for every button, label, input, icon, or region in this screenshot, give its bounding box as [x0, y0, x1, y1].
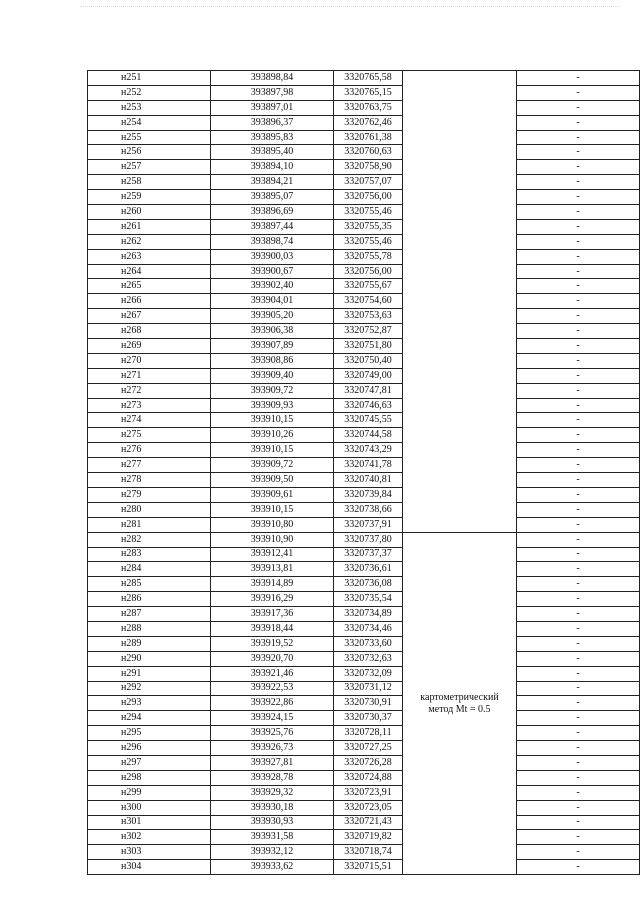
point-label-cell: н285	[88, 577, 211, 592]
y-coordinate-cell: 3320735,54	[334, 592, 403, 607]
dash-cell: -	[517, 577, 640, 592]
dash-cell: -	[517, 234, 640, 249]
y-coordinate-cell: 3320718,74	[334, 845, 403, 860]
x-coordinate-cell: 393931,58	[210, 830, 334, 845]
dash-cell: -	[517, 428, 640, 443]
y-coordinate-cell: 3320763,75	[334, 100, 403, 115]
table-row	[88, 428, 640, 443]
x-coordinate-cell: 393930,93	[210, 815, 334, 830]
x-coordinate-cell: 393929,32	[210, 785, 334, 800]
x-coordinate-cell: 393920,70	[210, 651, 334, 666]
dash-cell: -	[517, 815, 640, 830]
dash-cell: -	[517, 487, 640, 502]
point-label-cell: н280	[88, 502, 211, 517]
table-row	[88, 205, 640, 220]
table-row	[88, 755, 640, 770]
table-row	[88, 383, 640, 398]
dash-cell: -	[517, 800, 640, 815]
dash-cell: -	[517, 413, 640, 428]
dash-cell: -	[517, 845, 640, 860]
dash-cell: -	[517, 205, 640, 220]
dash-cell: -	[517, 115, 640, 130]
table-row	[88, 368, 640, 383]
x-coordinate-cell: 393895,07	[210, 190, 334, 205]
x-coordinate-cell: 393926,73	[210, 741, 334, 756]
dash-cell: -	[517, 160, 640, 175]
y-coordinate-cell: 3320732,63	[334, 651, 403, 666]
x-coordinate-cell: 393898,74	[210, 234, 334, 249]
x-coordinate-cell: 393897,01	[210, 100, 334, 115]
x-coordinate-cell: 393909,50	[210, 473, 334, 488]
table-row	[88, 607, 640, 622]
x-coordinate-cell: 393909,61	[210, 487, 334, 502]
y-coordinate-cell: 3320728,11	[334, 726, 403, 741]
y-coordinate-cell: 3320734,89	[334, 607, 403, 622]
y-coordinate-cell: 3320731,12	[334, 681, 403, 696]
y-coordinate-cell: 3320740,81	[334, 473, 403, 488]
y-coordinate-cell: 3320755,35	[334, 219, 403, 234]
method-cell-empty	[402, 71, 516, 533]
table-row	[88, 279, 640, 294]
table-row	[88, 294, 640, 309]
x-coordinate-cell: 393894,10	[210, 160, 334, 175]
y-coordinate-cell: 3320756,00	[334, 190, 403, 205]
table-row	[88, 636, 640, 651]
table-row	[88, 234, 640, 249]
x-coordinate-cell: 393897,98	[210, 85, 334, 100]
y-coordinate-cell: 3320734,46	[334, 621, 403, 636]
table-row	[88, 115, 640, 130]
y-coordinate-cell: 3320755,67	[334, 279, 403, 294]
dash-cell: -	[517, 517, 640, 532]
x-coordinate-cell: 393921,46	[210, 666, 334, 681]
dash-cell: -	[517, 830, 640, 845]
point-label-cell: н288	[88, 621, 211, 636]
dash-cell: -	[517, 190, 640, 205]
point-label-cell: н290	[88, 651, 211, 666]
y-coordinate-cell: 3320721,43	[334, 815, 403, 830]
table-row	[88, 85, 640, 100]
x-coordinate-cell: 393916,29	[210, 592, 334, 607]
point-label-cell: н255	[88, 130, 211, 145]
dash-cell: -	[517, 755, 640, 770]
y-coordinate-cell: 3320732,09	[334, 666, 403, 681]
point-label-cell: н286	[88, 592, 211, 607]
y-coordinate-cell: 3320753,63	[334, 309, 403, 324]
x-coordinate-cell: 393924,15	[210, 711, 334, 726]
point-label-cell: н299	[88, 785, 211, 800]
y-coordinate-cell: 3320756,00	[334, 264, 403, 279]
y-coordinate-cell: 3320743,29	[334, 443, 403, 458]
point-label-cell: н254	[88, 115, 211, 130]
point-label-cell: н296	[88, 741, 211, 756]
point-label-cell: н263	[88, 249, 211, 264]
x-coordinate-cell: 393922,53	[210, 681, 334, 696]
y-coordinate-cell: 3320719,82	[334, 830, 403, 845]
point-label-cell: н262	[88, 234, 211, 249]
table-row	[88, 324, 640, 339]
point-label-cell: н269	[88, 339, 211, 354]
x-coordinate-cell: 393904,01	[210, 294, 334, 309]
dash-cell: -	[517, 592, 640, 607]
method-text-line: метод Mt = 0.5	[428, 704, 491, 716]
table-row	[88, 249, 640, 264]
dash-cell: -	[517, 473, 640, 488]
dash-cell: -	[517, 71, 640, 86]
y-coordinate-cell: 3320736,08	[334, 577, 403, 592]
point-label-cell: н277	[88, 458, 211, 473]
point-label-cell: н251	[88, 71, 211, 86]
x-coordinate-cell: 393897,44	[210, 219, 334, 234]
method-cell	[402, 532, 516, 874]
point-label-cell: н283	[88, 547, 211, 562]
point-label-cell: н264	[88, 264, 211, 279]
dash-cell: -	[517, 666, 640, 681]
x-coordinate-cell: 393908,86	[210, 353, 334, 368]
point-label-cell: н270	[88, 353, 211, 368]
table-row	[88, 473, 640, 488]
table-row	[88, 100, 640, 115]
point-label-cell: н273	[88, 398, 211, 413]
table-row	[88, 815, 640, 830]
point-label-cell: н275	[88, 428, 211, 443]
point-label-cell: н279	[88, 487, 211, 502]
dash-cell: -	[517, 145, 640, 160]
dash-cell: -	[517, 324, 640, 339]
table-row	[88, 353, 640, 368]
point-label-cell: н266	[88, 294, 211, 309]
y-coordinate-cell: 3320765,58	[334, 71, 403, 86]
point-label-cell: н261	[88, 219, 211, 234]
point-label-cell: н265	[88, 279, 211, 294]
x-coordinate-cell: 393898,84	[210, 71, 334, 86]
dash-cell: -	[517, 681, 640, 696]
x-coordinate-cell: 393909,72	[210, 383, 334, 398]
table-row	[88, 592, 640, 607]
y-coordinate-cell: 3320730,37	[334, 711, 403, 726]
table-row	[88, 458, 640, 473]
x-coordinate-cell: 393919,52	[210, 636, 334, 651]
y-coordinate-cell: 3320755,78	[334, 249, 403, 264]
y-coordinate-cell: 3320736,61	[334, 562, 403, 577]
table-row	[88, 443, 640, 458]
y-coordinate-cell: 3320754,60	[334, 294, 403, 309]
table-row	[88, 666, 640, 681]
point-label-cell: н287	[88, 607, 211, 622]
y-coordinate-cell: 3320758,90	[334, 160, 403, 175]
table-row	[88, 800, 640, 815]
table-row	[88, 770, 640, 785]
dash-cell: -	[517, 785, 640, 800]
point-label-cell: н293	[88, 696, 211, 711]
y-coordinate-cell: 3320733,60	[334, 636, 403, 651]
dash-cell: -	[517, 85, 640, 100]
method-text	[420, 690, 498, 716]
point-label-cell: н303	[88, 845, 211, 860]
x-coordinate-cell: 393932,12	[210, 845, 334, 860]
dash-cell: -	[517, 547, 640, 562]
x-coordinate-cell: 393918,44	[210, 621, 334, 636]
table-row	[88, 741, 640, 756]
y-coordinate-cell: 3320723,05	[334, 800, 403, 815]
x-coordinate-cell: 393910,15	[210, 443, 334, 458]
point-label-cell: н276	[88, 443, 211, 458]
y-coordinate-cell: 3320746,63	[334, 398, 403, 413]
table-row	[88, 562, 640, 577]
dash-cell: -	[517, 130, 640, 145]
y-coordinate-cell: 3320761,38	[334, 130, 403, 145]
dash-cell: -	[517, 860, 640, 875]
x-coordinate-cell: 393896,37	[210, 115, 334, 130]
y-coordinate-cell: 3320751,80	[334, 339, 403, 354]
point-label-cell: н267	[88, 309, 211, 324]
y-coordinate-cell: 3320757,07	[334, 175, 403, 190]
dash-cell: -	[517, 562, 640, 577]
x-coordinate-cell: 393906,38	[210, 324, 334, 339]
y-coordinate-cell: 3320745,55	[334, 413, 403, 428]
point-label-cell: н274	[88, 413, 211, 428]
point-label-cell: н268	[88, 324, 211, 339]
x-coordinate-cell: 393913,81	[210, 562, 334, 577]
table-row	[88, 532, 640, 547]
point-label-cell: н252	[88, 85, 211, 100]
y-coordinate-cell: 3320749,00	[334, 368, 403, 383]
table-row	[88, 845, 640, 860]
y-coordinate-cell: 3320724,88	[334, 770, 403, 785]
point-label-cell: н272	[88, 383, 211, 398]
point-label-cell: н291	[88, 666, 211, 681]
table-row	[88, 621, 640, 636]
x-coordinate-cell: 393927,81	[210, 755, 334, 770]
y-coordinate-cell: 3320726,28	[334, 755, 403, 770]
point-label-cell: н297	[88, 755, 211, 770]
dash-cell: -	[517, 383, 640, 398]
table-row	[88, 71, 640, 86]
dash-cell: -	[517, 726, 640, 741]
y-coordinate-cell: 3320730,91	[334, 696, 403, 711]
dash-cell: -	[517, 651, 640, 666]
y-coordinate-cell: 3320765,15	[334, 85, 403, 100]
method-text-line: картометрический	[420, 692, 499, 704]
y-coordinate-cell: 3320715,51	[334, 860, 403, 875]
dash-cell: -	[517, 458, 640, 473]
point-label-cell: н289	[88, 636, 211, 651]
y-coordinate-cell: 3320741,78	[334, 458, 403, 473]
dash-cell: -	[517, 711, 640, 726]
x-coordinate-cell: 393910,15	[210, 502, 334, 517]
y-coordinate-cell: 3320737,37	[334, 547, 403, 562]
dash-cell: -	[517, 696, 640, 711]
point-label-cell: н295	[88, 726, 211, 741]
dash-cell: -	[517, 532, 640, 547]
x-coordinate-cell: 393895,40	[210, 145, 334, 160]
dash-cell: -	[517, 309, 640, 324]
y-coordinate-cell: 3320727,25	[334, 741, 403, 756]
dash-cell: -	[517, 175, 640, 190]
table-row	[88, 145, 640, 160]
dash-cell: -	[517, 264, 640, 279]
dash-cell: -	[517, 219, 640, 234]
y-coordinate-cell: 3320737,91	[334, 517, 403, 532]
table-row	[88, 264, 640, 279]
x-coordinate-cell: 393894,21	[210, 175, 334, 190]
dash-cell: -	[517, 502, 640, 517]
table-row	[88, 547, 640, 562]
x-coordinate-cell: 393909,72	[210, 458, 334, 473]
y-coordinate-cell: 3320762,46	[334, 115, 403, 130]
y-coordinate-cell: 3320723,91	[334, 785, 403, 800]
x-coordinate-cell: 393910,90	[210, 532, 334, 547]
y-coordinate-cell: 3320750,40	[334, 353, 403, 368]
point-label-cell: н256	[88, 145, 211, 160]
dash-cell: -	[517, 398, 640, 413]
table-row	[88, 726, 640, 741]
y-coordinate-cell: 3320755,46	[334, 205, 403, 220]
x-coordinate-cell: 393909,40	[210, 368, 334, 383]
point-label-cell: н284	[88, 562, 211, 577]
y-coordinate-cell: 3320739,84	[334, 487, 403, 502]
dash-cell: -	[517, 339, 640, 354]
table-row	[88, 696, 640, 711]
x-coordinate-cell: 393900,03	[210, 249, 334, 264]
point-label-cell: н282	[88, 532, 211, 547]
y-coordinate-cell: 3320737,80	[334, 532, 403, 547]
y-coordinate-cell: 3320744,58	[334, 428, 403, 443]
x-coordinate-cell: 393895,83	[210, 130, 334, 145]
table-row	[88, 339, 640, 354]
table-row	[88, 398, 640, 413]
x-coordinate-cell: 393900,67	[210, 264, 334, 279]
table-row	[88, 860, 640, 875]
dash-cell: -	[517, 368, 640, 383]
y-coordinate-cell: 3320752,87	[334, 324, 403, 339]
table-row	[88, 577, 640, 592]
point-label-cell: н278	[88, 473, 211, 488]
y-coordinate-cell: 3320738,66	[334, 502, 403, 517]
table-row	[88, 711, 640, 726]
coordinates-table-body	[88, 71, 640, 875]
point-label-cell: н271	[88, 368, 211, 383]
point-label-cell: н253	[88, 100, 211, 115]
x-coordinate-cell: 393905,20	[210, 309, 334, 324]
dash-cell: -	[517, 607, 640, 622]
table-row	[88, 413, 640, 428]
table-row	[88, 219, 640, 234]
dash-cell: -	[517, 621, 640, 636]
point-label-cell: н298	[88, 770, 211, 785]
coordinates-table	[87, 70, 640, 875]
x-coordinate-cell: 393914,89	[210, 577, 334, 592]
table-row	[88, 130, 640, 145]
x-coordinate-cell: 393922,86	[210, 696, 334, 711]
point-label-cell: н292	[88, 681, 211, 696]
table-row	[88, 190, 640, 205]
dash-cell: -	[517, 294, 640, 309]
table-row	[88, 487, 640, 502]
table-row	[88, 517, 640, 532]
dash-cell: -	[517, 741, 640, 756]
point-label-cell: н259	[88, 190, 211, 205]
x-coordinate-cell: 393910,80	[210, 517, 334, 532]
dash-cell: -	[517, 249, 640, 264]
y-coordinate-cell: 3320755,46	[334, 234, 403, 249]
table-row	[88, 175, 640, 190]
dash-cell: -	[517, 636, 640, 651]
table-row	[88, 681, 640, 696]
dash-cell: -	[517, 353, 640, 368]
scan-artifact-line	[80, 6, 620, 13]
x-coordinate-cell: 393912,41	[210, 547, 334, 562]
point-label-cell: н294	[88, 711, 211, 726]
point-label-cell: н304	[88, 860, 211, 875]
dash-cell: -	[517, 100, 640, 115]
point-label-cell: н300	[88, 800, 211, 815]
x-coordinate-cell: 393896,69	[210, 205, 334, 220]
y-coordinate-cell: 3320747,81	[334, 383, 403, 398]
dash-cell: -	[517, 279, 640, 294]
x-coordinate-cell: 393902,40	[210, 279, 334, 294]
table-row	[88, 160, 640, 175]
dash-cell: -	[517, 443, 640, 458]
x-coordinate-cell: 393910,26	[210, 428, 334, 443]
x-coordinate-cell: 393930,18	[210, 800, 334, 815]
x-coordinate-cell: 393909,93	[210, 398, 334, 413]
x-coordinate-cell: 393917,36	[210, 607, 334, 622]
point-label-cell: н281	[88, 517, 211, 532]
x-coordinate-cell: 393925,76	[210, 726, 334, 741]
point-label-cell: н302	[88, 830, 211, 845]
x-coordinate-cell: 393933,62	[210, 860, 334, 875]
table-row	[88, 502, 640, 517]
point-label-cell: н301	[88, 815, 211, 830]
x-coordinate-cell: 393910,15	[210, 413, 334, 428]
table-row	[88, 309, 640, 324]
point-label-cell: н258	[88, 175, 211, 190]
x-coordinate-cell: 393928,78	[210, 770, 334, 785]
point-label-cell: н260	[88, 205, 211, 220]
table-row	[88, 785, 640, 800]
dash-cell: -	[517, 770, 640, 785]
point-label-cell: н257	[88, 160, 211, 175]
table-row	[88, 830, 640, 845]
table-row	[88, 651, 640, 666]
x-coordinate-cell: 393907,89	[210, 339, 334, 354]
y-coordinate-cell: 3320760,63	[334, 145, 403, 160]
